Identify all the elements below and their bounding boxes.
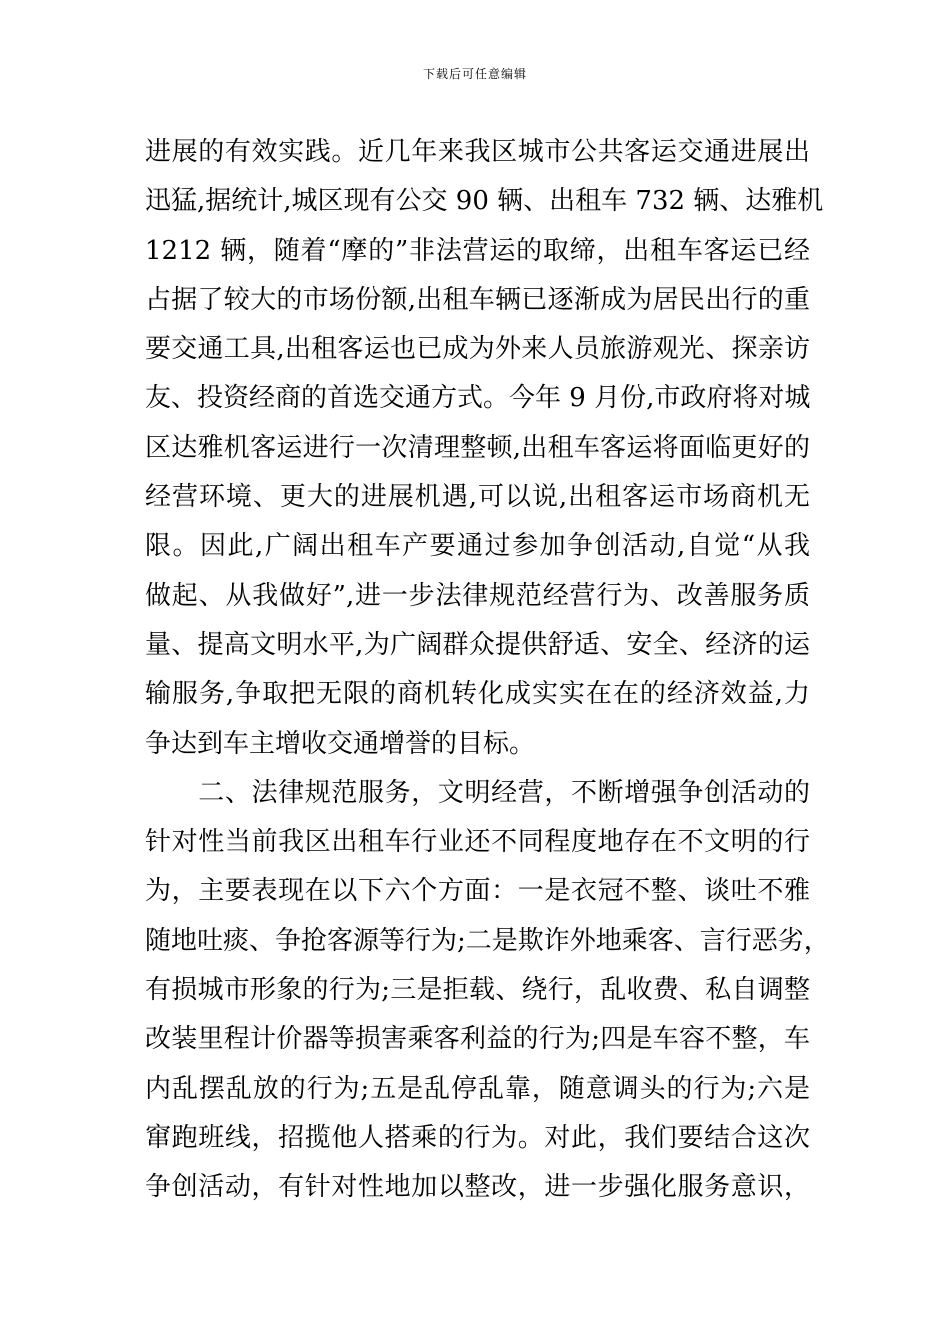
text-line: 随地吐痰、争抢客源等行为;二是欺诈外地乘客、言行恶劣， [145, 925, 830, 956]
text-line: 限。因此,广阔出租车产要通过参加争创活动,自觉“从我 [145, 531, 810, 562]
text-line: 量、提高文明水平,为广阔群众提供舒适、安全、经济的运 [145, 629, 810, 660]
text-line: 1212 辆，随着“摩的”非法营运的取缔，出租车客运已经 [145, 235, 810, 266]
text-line: 为，主要表现在以下六个方面：一是衣冠不整、谈吐不雅 [145, 876, 810, 907]
text-line: 争创活动，有针对性地加以整改，进一步强化服务意识， [145, 1172, 810, 1203]
text-line: 针对性当前我区出租车行业还不同程度地存在不文明的行 [145, 827, 810, 858]
text-line: 做起、从我做好”,进一步法律规范经营行为、改善服务质 [145, 580, 810, 611]
page-header: 下载后可任意编辑 [422, 67, 527, 81]
text-line: 有损城市形象的行为;三是拒载、绕行，乱收费、私自调整 [145, 975, 810, 1006]
text-line: 争达到车主增收交通增誉的目标。 [145, 728, 536, 759]
body-text [145, 128, 830, 1213]
text-line: 区达雅机客运进行一次清理整顿,出租车客运将面临更好的 [145, 432, 810, 463]
text-line: 窜跑班线，招揽他人搭乘的行为。对此，我们要结合这次 [145, 1122, 810, 1153]
text-line: 经营环境、更大的进展机遇,可以说,出租客运市场商机无 [145, 482, 810, 513]
text-line: 进展的有效实践。近几年来我区城市公共客运交通进展出 [145, 137, 810, 167]
text-line: 内乱摆乱放的行为;五是乱停乱靠，随意调头的行为;六是 [145, 1073, 810, 1104]
text-line: 迅猛,据统计,城区现有公交 90 辆、出租车 732 辆、达雅机 [145, 186, 824, 217]
text-line: 输服务,争取把无限的商机转化成实实在在的经济效益,力 [145, 679, 810, 710]
text-line: 占据了较大的市场份额,出租车辆已逐渐成为居民出行的重 [145, 284, 810, 315]
text-line: 改装里程计价器等损害乘客利益的行为;四是车容不整，车 [145, 1024, 810, 1055]
text-line: 要交通工具,出租客运也已成为外来人员旅游观光、探亲访 [145, 334, 810, 365]
text-line: 友、投资经商的首选交通方式。今年 9 月份,市政府将对城 [145, 383, 811, 414]
text-line: 二、法律规范服务，文明经营，不断增强争创活动的 [145, 777, 810, 808]
